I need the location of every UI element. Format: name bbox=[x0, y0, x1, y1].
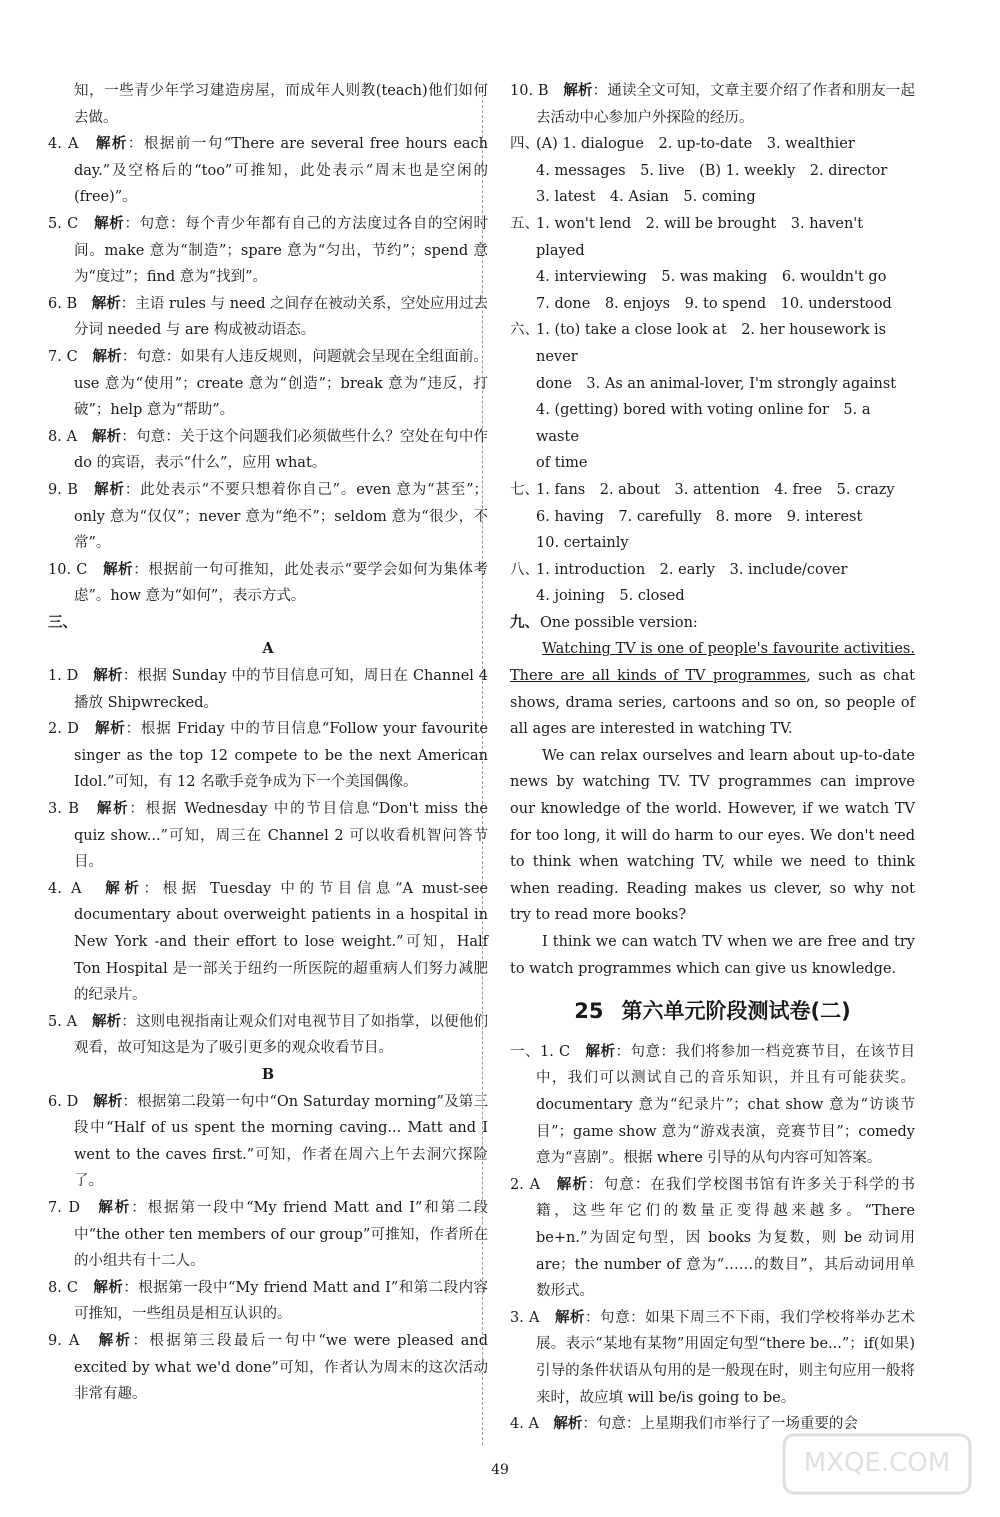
analysis-text: ：句意：如果有人违反规则，问题就会呈现在全组面前。use 意为“使用”；create 意为“创造”；break 意为“违反，打破”；help 意为“帮助”。 bbox=[74, 348, 489, 419]
answer-line bbox=[510, 317, 915, 370]
answer-line bbox=[510, 504, 915, 531]
right-top-items bbox=[510, 78, 915, 131]
analysis-label: 解析 bbox=[563, 82, 593, 99]
analysis-label: 解析 bbox=[556, 1175, 589, 1193]
answer-number: 10. C bbox=[48, 561, 88, 578]
answer-line bbox=[510, 264, 915, 291]
answer-item bbox=[48, 1328, 488, 1408]
analysis-text: ：主语 rules 与 need 之间存在被动关系，空处应用过去分词 needed 与 are 构成被动语态。 bbox=[74, 295, 489, 339]
answer-item bbox=[48, 663, 488, 716]
answer-line bbox=[510, 477, 915, 504]
answer-item bbox=[510, 1172, 915, 1305]
analysis-label: 解析 bbox=[103, 560, 134, 578]
answer-text: 1. (to) take a close look at 2. her housework is never bbox=[536, 322, 887, 365]
answer-number: 7. C bbox=[48, 348, 78, 365]
analysis-text: ：这则电视指南让观众们对电视节目了如指掌，以便他们观看，故可知这是为了吸引更多的观众收看节目。 bbox=[74, 1013, 489, 1057]
analysis-label: 解析 bbox=[585, 1042, 616, 1060]
essay-heading: 九、One possible version: bbox=[510, 613, 698, 631]
analysis-label: 解析 bbox=[91, 294, 121, 312]
analysis-text: ：根据第二段第一句中“On Saturday morning”及第三段中“Half of us spent the morning caving... Matt and I went to the caves first.”可知，作者在周六上午去洞穴探险了。 bbox=[74, 1093, 488, 1190]
analysis-label: 解析 bbox=[91, 427, 122, 445]
answer-line bbox=[510, 530, 915, 557]
right-column bbox=[510, 78, 915, 1438]
answer-item bbox=[510, 1039, 915, 1172]
answer-line bbox=[510, 397, 915, 450]
analysis-label: 解析 bbox=[98, 1198, 132, 1216]
answer-number: 3. B bbox=[48, 801, 79, 818]
subsection-heading: B bbox=[261, 1065, 275, 1083]
analysis-label: 解析 bbox=[91, 1012, 122, 1030]
analysis-text: ：根据 Friday 中的节目信息“Follow your favourite singer as the top 12 compete to be the next American Idol.”可知，有 12 名歌手竞争成为下一个美国偶像。 bbox=[74, 721, 488, 791]
analysis-label: 解析 bbox=[95, 135, 128, 153]
analysis-label: 解析 bbox=[554, 1308, 586, 1326]
analysis-text: ：根据第三段最后一句中“we were pleased and excited by what we'd done”可知，作者认为周末的这次活动非常有趣。 bbox=[74, 1332, 489, 1403]
answer-number: 2. D bbox=[48, 721, 79, 738]
answer-text: 6. having 7. carefully 8. more 9. interest bbox=[536, 508, 863, 525]
analysis-label: 解析 bbox=[94, 480, 125, 498]
answer-text: 1. won't lend 2. will be brought 3. haven't played bbox=[536, 215, 864, 259]
section-number: 八、 bbox=[510, 561, 539, 578]
analysis-label: 解析 bbox=[98, 1331, 133, 1349]
analysis-text: ：句意：如果下周三不下雨，我们学校将举办艺术展。表示“某地有某物”用固定句型“there be...”；if(如果)引导的条件状语从句用的是一般现在时，则主句应用一般将来时，故应填 will be/is going to be。 bbox=[536, 1309, 915, 1406]
analysis-text: ：根据 Sunday 中的节目信息可知，周日在 Channel 4 播放 Shipwrecked。 bbox=[74, 668, 489, 711]
unit-title: 25 第六单元阶段测试卷(二) bbox=[574, 999, 851, 1024]
answer-item bbox=[48, 477, 488, 557]
answer-item bbox=[48, 716, 488, 796]
analysis-text: ：根据前一句可推知，此处表示“要学会如何为集体考虑”。how 意为“如何”，表示方式。 bbox=[74, 561, 489, 605]
answer-item bbox=[510, 78, 915, 131]
essay-paragraph-2: We can relax ourselves and learn about up-to-date news by watching TV. TV programmes can improve our knowledge of the world. However, if we watch TV for too long, it will do harm to our eyes. We don't need to think when watching TV, while we need to think when reading. Reading makes us clever, so why not try to read more books? bbox=[510, 747, 915, 924]
answer-number: 8. A bbox=[48, 428, 78, 445]
answer-item bbox=[48, 1089, 488, 1195]
analysis-label: 解析 bbox=[93, 1092, 123, 1110]
section-heading bbox=[48, 610, 488, 637]
analysis-label: 解析 bbox=[553, 1415, 583, 1433]
answer-item bbox=[48, 1009, 488, 1062]
answer-text: 4. (getting) bored with voting online for 5. a waste bbox=[536, 402, 871, 445]
answer-line bbox=[510, 557, 915, 584]
answer-number: 5. C bbox=[48, 215, 79, 232]
answer-number: 6. B bbox=[48, 295, 78, 312]
answer-line bbox=[510, 158, 915, 185]
answer-line bbox=[510, 184, 915, 211]
answer-text: 10. certainly bbox=[536, 535, 629, 552]
answer-number: 一、1. C bbox=[510, 1043, 571, 1060]
analysis-label: 解析 bbox=[96, 800, 130, 818]
answer-item bbox=[48, 1275, 488, 1328]
answer-item bbox=[48, 1195, 488, 1275]
analysis-label: 解析 bbox=[93, 667, 123, 685]
answer-item bbox=[48, 344, 488, 424]
answer-line bbox=[510, 291, 915, 318]
answer-text: 1. fans 2. about 3. attention 4. free 5. crazy bbox=[536, 481, 895, 498]
answer-number: 5. A bbox=[48, 1013, 78, 1030]
answer-line bbox=[510, 450, 915, 477]
analysis-label: 解析 bbox=[94, 214, 125, 232]
answer-number: 9. A bbox=[48, 1332, 80, 1349]
analysis-text: ：句意：上星期我们市举行了一场重要的会 bbox=[582, 1416, 858, 1433]
answer-item bbox=[48, 291, 488, 344]
analysis-label: 解析 bbox=[93, 1278, 124, 1296]
answer-line bbox=[510, 131, 915, 158]
answer-text: 1. introduction 2. early 3. include/cover bbox=[536, 561, 848, 578]
analysis-text: ：根据 Tuesday 中的节目信息“A must-see documentary about overweight patients in a hospital in New York -and their effort to lose weight.”可知，Half Ton Hospital 是一部关于纽约一所医院的超重病人们努力减肥的纪录片。 bbox=[74, 880, 488, 1004]
analysis-text: ：此处表示“不要只想着你自己”。even 意为“甚至”；only 意为“仅仅”；never 意为“绝不”；seldom 意为“很少，不常”。 bbox=[74, 481, 489, 552]
analysis-label: 解析 bbox=[94, 720, 126, 738]
section-number: 四、 bbox=[510, 136, 539, 153]
answer-item bbox=[48, 796, 488, 876]
analysis-label: 解析 bbox=[105, 879, 144, 897]
unit-items bbox=[510, 1039, 915, 1438]
answer-item bbox=[510, 1305, 915, 1411]
answer-number: 7. D bbox=[48, 1199, 80, 1216]
answer-number: 6. D bbox=[48, 1093, 79, 1110]
answer-item bbox=[48, 211, 488, 291]
answer-text: of time bbox=[536, 455, 588, 472]
answer-item bbox=[48, 876, 488, 1009]
answer-number: 4. A bbox=[48, 136, 79, 153]
essay-paragraph-3: I think we can watch TV when we are free and try to watch programmes which can give us knowledge. bbox=[510, 934, 915, 977]
watermark-logo bbox=[782, 1433, 972, 1495]
answer-number: 8. C bbox=[48, 1279, 78, 1296]
answer-number: 10. B bbox=[510, 83, 549, 99]
analysis-text: ：根据 Wednesday 中的节目信息“Don't miss the quiz show...”可知，周三在 Channel 2 可以收看机智问答节目。 bbox=[74, 801, 489, 871]
analysis-label: 解析 bbox=[92, 347, 122, 365]
answer-line bbox=[510, 211, 915, 264]
answer-text: 7. done 8. enjoys 9. to spend 10. understood bbox=[536, 295, 892, 312]
section-number: 七、 bbox=[510, 481, 539, 498]
section-number: 三、 bbox=[48, 613, 77, 631]
section-number: 六、 bbox=[510, 322, 539, 339]
answer-number: 2. A bbox=[510, 1176, 541, 1193]
answer-number: 4. A bbox=[48, 880, 82, 897]
continued-text: 知，一些青少年学习建造房屋，而成年人则教(teach)他们如何去做。 bbox=[74, 83, 488, 126]
answer-text: 4. interviewing 5. was making 6. wouldn't go bbox=[536, 269, 887, 286]
analysis-text: ：句意：每个青少年都有自己的方法度过各自的空闲时间。make 意为“制造”；spare 意为“匀出，节约”；spend 意为“度过”；find 意为“找到”。 bbox=[74, 215, 489, 286]
answer-text: (A) 1. dialogue 2. up-to-date 3. wealthier bbox=[536, 136, 855, 153]
left-column bbox=[48, 78, 488, 1408]
subsection-heading: A bbox=[262, 640, 274, 658]
answer-number: 9. B bbox=[48, 481, 78, 498]
answer-item bbox=[48, 424, 488, 477]
essay-section bbox=[510, 610, 915, 982]
answer-number: 3. A bbox=[510, 1309, 540, 1326]
page-number: 49 bbox=[491, 1462, 509, 1478]
analysis-text: ：根据第一段中“My friend Matt and I”和第二段中“the other ten members of our group”可推知，作者所在的小组共有十二人。 bbox=[74, 1199, 489, 1270]
analysis-text: ：通读全文可知，文章主要介绍了作者和朋友一起去活动中心参加户外探险的经历。 bbox=[536, 83, 916, 126]
answer-sections bbox=[510, 131, 915, 610]
essay-paragraph-1: Watching TV is one of people's favourite activities. There are all kinds of TV programmes, such as chat shows, drama series, cartoons and so on, so people of all ages are interested in watching TV. bbox=[510, 641, 915, 738]
answer-text: 3. latest 4. Asian 5. coming bbox=[536, 189, 756, 206]
answer-item bbox=[48, 557, 488, 610]
answer-number: 1. D bbox=[48, 668, 79, 685]
section-number: 五、 bbox=[510, 215, 539, 232]
answer-number: 4. A bbox=[510, 1416, 539, 1433]
answer-line bbox=[510, 583, 915, 610]
analysis-text: ：句意：在我们学校图书馆有许多关于科学的书籍，这些年它们的数量正变得越来越多。“There be+n.”为固定句型，因 books 为复数，则 be 动词用 are；the number of 意为“……的数目”，其后动词用单数形式。 bbox=[536, 1176, 916, 1300]
answer-text: 4. joining 5. closed bbox=[536, 588, 685, 605]
analysis-text: ：句意：关于这个问题我们必须做些什么？空处在句中作 do 的宾语，表示“什么”，应用 what。 bbox=[74, 428, 489, 472]
answer-text: done 3. As an animal-lover, I'm strongly against bbox=[536, 375, 897, 392]
analysis-text: ：根据第一段中“My friend Matt and I”和第二段内容可推知，一些组员是相互认识的。 bbox=[74, 1279, 489, 1323]
analysis-text: ：句意：我们将参加一档竞赛节目，在该节目中，我们可以测试自己的音乐知识，并且有可能获奖。documentary 意为“纪录片”；chat show 意为“访谈节目”；game show 意为“游戏表演，竞赛节目”；comedy 意为“喜剧”。根据 where 引导的从句内容可知答案。 bbox=[536, 1043, 916, 1167]
answer-item bbox=[48, 131, 488, 211]
svg-text:MXQE.COM: MXQE.COM bbox=[803, 1448, 951, 1478]
answer-line bbox=[510, 371, 915, 398]
answer-text: 4. messages 5. live (B) 1. weekly 2. director bbox=[536, 162, 888, 179]
analysis-text: ：根据前一句“There are several free hours each day.”及空格后的“too”可推知，此处表示“周末也是空闲的(free)”。 bbox=[74, 136, 489, 206]
